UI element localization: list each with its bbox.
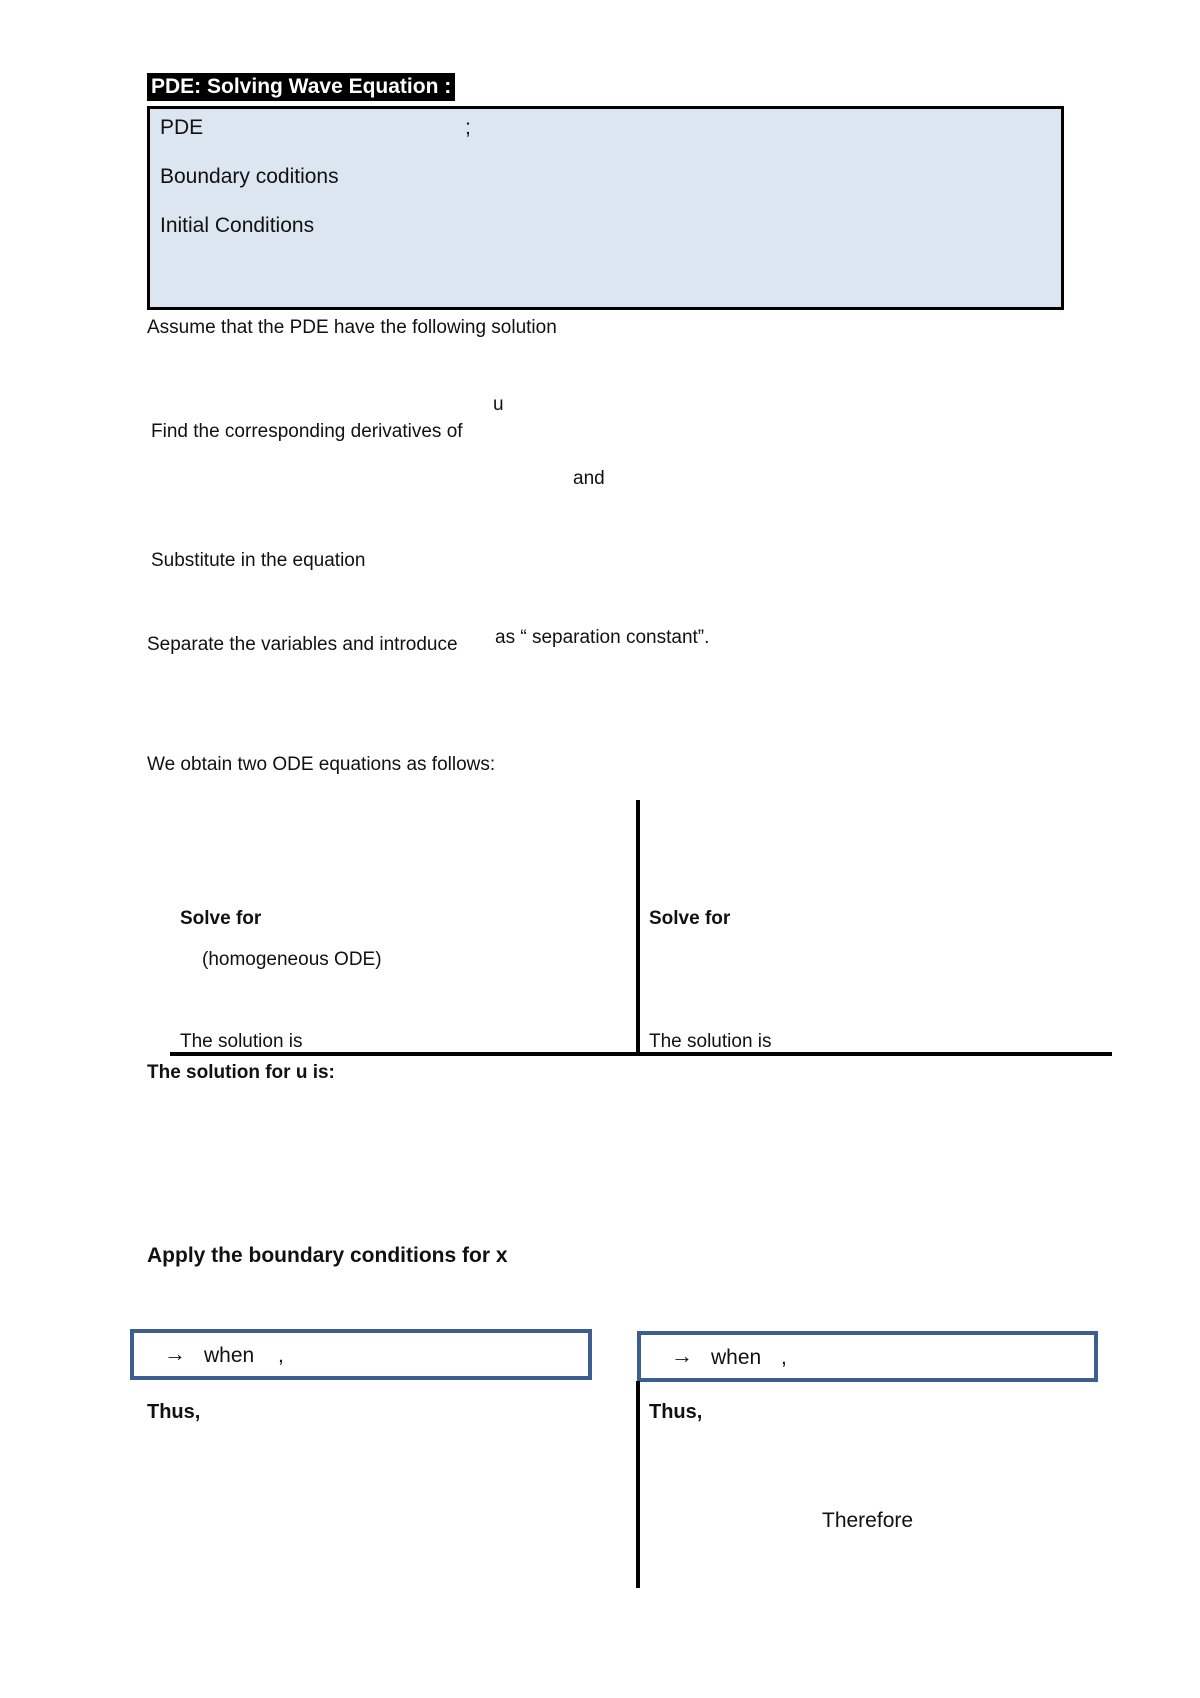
- pde-semicolon: ;: [465, 116, 471, 139]
- pde-definition-box: [147, 106, 1064, 310]
- left-when-box: [130, 1329, 592, 1380]
- page-title: PDE: Solving Wave Equation :: [147, 73, 455, 101]
- separation-constant-text: as “ separation constant”.: [495, 627, 710, 648]
- assume-solution-text: Assume that the PDE have the following solution: [147, 317, 557, 338]
- boundary-heading: Apply the boundary conditions for x: [147, 1244, 508, 1267]
- left-solve-for: Solve for: [180, 908, 262, 929]
- therefore-text: Therefore: [822, 1509, 914, 1532]
- section-divider: [170, 1052, 1112, 1056]
- left-when-comma: ,: [278, 1344, 284, 1367]
- separate-variables-text: Separate the variables and introduce: [147, 634, 458, 655]
- homogeneous-ode-label: (homogeneous ODE): [202, 949, 382, 970]
- and-text: and: [573, 468, 605, 489]
- column-divider: [636, 800, 640, 1056]
- left-when-label: when: [204, 1344, 255, 1367]
- solution-for-u-label: The solution for u is:: [147, 1062, 335, 1083]
- pde-label: PDE: [160, 116, 204, 139]
- boundary-conditions-label: Boundary coditions: [160, 165, 339, 188]
- left-solution-is: The solution is: [180, 1031, 303, 1052]
- right-arrow-icon: →: [671, 1343, 693, 1368]
- right-solution-is: The solution is: [649, 1031, 772, 1052]
- right-thus: Thus,: [649, 1401, 703, 1423]
- right-when-label: when: [711, 1346, 762, 1369]
- right-solve-for: Solve for: [649, 908, 731, 929]
- right-arrow-icon: →: [164, 1341, 186, 1366]
- u-symbol: u: [493, 394, 504, 415]
- two-ode-text: We obtain two ODE equations as follows:: [147, 754, 496, 775]
- right-when-box: [637, 1331, 1098, 1382]
- initial-conditions-label: Initial Conditions: [160, 214, 315, 237]
- right-when-comma: ,: [781, 1346, 787, 1369]
- left-thus: Thus,: [147, 1401, 201, 1423]
- substitute-text: Substitute in the equation: [151, 550, 366, 571]
- lower-column-divider: [636, 1381, 640, 1588]
- find-derivatives-text: Find the corresponding derivatives of: [151, 421, 463, 442]
